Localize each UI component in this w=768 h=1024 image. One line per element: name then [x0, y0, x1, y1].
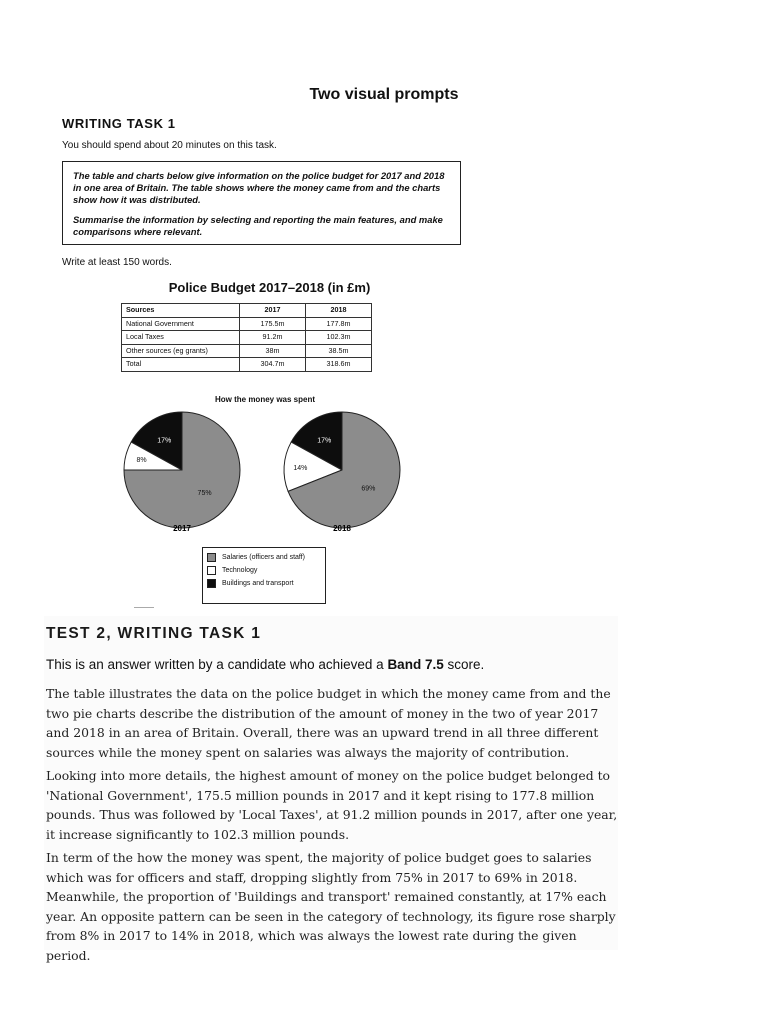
answer-intro-text: This is an answer written by a candidate who achieved a [46, 657, 388, 672]
pie-charts [100, 404, 420, 544]
pie-label-2017-1: 8% [136, 457, 147, 465]
table-row [122, 317, 372, 331]
table-header-cell: 2018 [306, 304, 372, 318]
table-cell: 177.8m [306, 317, 372, 331]
chart-legend [202, 547, 326, 604]
table-cell: 318.6m [306, 358, 372, 372]
table-header-cell: 2017 [240, 304, 306, 318]
table-cell: 102.3m [306, 331, 372, 345]
answer-intro-end: score. [443, 657, 485, 672]
answer-paragraph-2: Looking into more details, the highest amount of money on the police budget belonged to 'National Government', 175.5 million pounds in 2017 and it kept rising to 177.8 million pounds. Thus was followed by 'Local Taxes', at 91.2 million pounds in 2017, after one year, it increase significantly to 102.3 million pounds. [46, 768, 618, 842]
legend-label: Technology [222, 567, 258, 574]
table-header-cell: Sources [122, 304, 240, 318]
legend-item-technology [207, 566, 321, 575]
pie-label-2018-1: 14% [293, 464, 308, 472]
table-cell: Other sources (eg grants) [122, 344, 240, 358]
task-prompt-paragraph-1: The table and charts below give information on the police budget for 2017 and 2018 in one area of Britain. The table shows where the money came from and the charts show how it was distributed. [73, 170, 445, 205]
table-cell: 38.5m [306, 344, 372, 358]
pie-label-2017-0: 75% [197, 490, 212, 498]
table-row [122, 358, 372, 372]
answer-heading: TEST 2, WRITING TASK 1 [46, 625, 262, 642]
table-cell: National Government [122, 317, 240, 331]
legend-swatch [207, 579, 216, 588]
legend-item-buildings [207, 579, 321, 588]
table-cell: 38m [240, 344, 306, 358]
legend-swatch [207, 566, 216, 575]
table-cell: 304.7m [240, 358, 306, 372]
legend-label: Buildings and transport [222, 580, 294, 587]
task-heading: WRITING TASK 1 [62, 116, 176, 131]
task-prompt-paragraph-2: Summarise the information by selecting and reporting the main features, and make comparisons where relevant. [73, 214, 443, 237]
answer-intro [46, 657, 484, 672]
task-time-note: You should spend about 20 minutes on this task. [62, 140, 277, 151]
task-prompt-box [62, 161, 461, 245]
page-title: Two visual prompts [309, 86, 459, 103]
pie-label-2018-2: 17% [317, 437, 332, 445]
table-cell: Total [122, 358, 240, 372]
table-header-row [122, 304, 372, 318]
table-cell: 175.5m [240, 317, 306, 331]
legend-label: Salaries (officers and staff) [222, 554, 306, 561]
legend-item-salaries [207, 553, 321, 562]
band-score: Band 7.5 [387, 657, 444, 672]
table-row [122, 331, 372, 345]
chart-title: How the money was spent [214, 395, 316, 404]
pie-label-2017-2: 17% [157, 437, 172, 445]
table-cell: Local Taxes [122, 331, 240, 345]
answer-paragraph-3: In term of the how the money was spent, the majority of police budget goes to salaries which was for officers and staff, dropping slightly from 75% in 2017 to 69% in 2018. Meanwhile, the proportion of 'Buildings and transport' remained constantly, at 17% each year. An opposite pattern can be seen in the category of technology, its figure rose sharply from 8% in 2017 to 14% in 2018, which was always the lowest rate during the given period. [46, 850, 616, 963]
table-row [122, 344, 372, 358]
pie-label-2018-0: 69% [361, 485, 376, 493]
budget-table [121, 303, 372, 372]
pie-year-label-2018: 2018 [333, 524, 351, 533]
legend-swatch [207, 553, 216, 562]
pie-year-label-2017: 2017 [173, 524, 191, 533]
answer-paragraph-1: The table illustrates the data on the police budget in which the money came from and the two pie charts describe the distribution of the amount of money in the two of year 2017 and 2018 in an area of Britain. Overall, there was an upward trend in all three different sources while the money spent on salaries was always the majority of contribution. [46, 686, 611, 760]
table-cell: 91.2m [240, 331, 306, 345]
word-count-note: Write at least 150 words. [62, 257, 172, 268]
table-title: Police Budget 2017–2018 (in £m) [168, 280, 371, 295]
divider [134, 607, 154, 608]
